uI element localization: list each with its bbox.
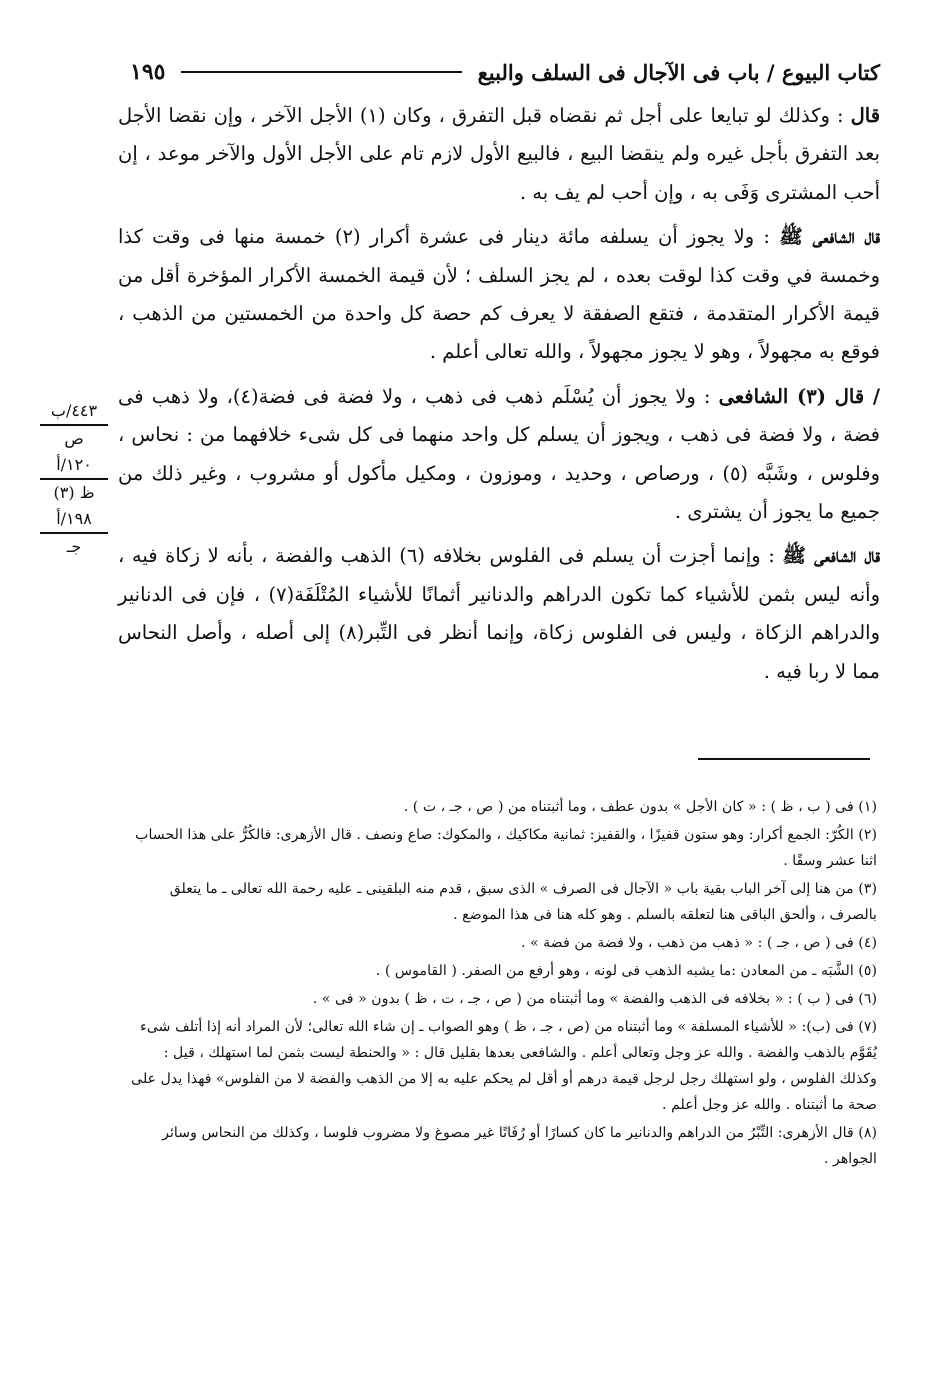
paragraph-text: : وإنما أجزت أن يسلم فى الفلوس بخلافه (٦) الذهب والفضة ، بأنه لا زكاة فيه ، وأنه ليس بثمن للأشياء كما تكون الدراهم والدنانير أثمانًا للأشياء المُتْلَفَة(٧) ، فإن فى الدنانير والدراهم الزكاة ، وليس فى الفلوس زكاة، وإنما أنظر فى التِّبر(٨) إلى أصله ، وأصل النحاس مما لا ربا فيه . (118, 544, 880, 683)
paragraph-2 (118, 218, 880, 372)
margin-line-2: ص (64, 429, 84, 448)
margin-line-4: ظ (٣) (53, 483, 95, 502)
main-text (118, 97, 880, 697)
running-header (130, 52, 880, 92)
header-title: كتاب البيوع / باب فى الآجال فى السلف والبيع (477, 59, 880, 85)
footnotes (125, 794, 877, 1174)
footnote-8: (٨) قال الأزهرى: التِّبْرُ من الدراهم والدنانير ما كان كسارًا أو رُفَاتًا غير مصوغ ولا مضروب فلوسا ، وكذلك من النحاس وسائر الجواهر . (162, 1125, 877, 1167)
header-rule (181, 71, 461, 73)
margin-line-1: ٤٤٣/ب (40, 398, 108, 426)
paragraph-1 (118, 97, 880, 212)
margin-line-5: ١٩٨/أ (40, 506, 108, 534)
paragraph-lead: / قال (٣) الشافعى (718, 384, 880, 408)
footnote-6: (٦) فى ( ب ) : « بخلافه فى الذهب والفضة » وما أثبتناه من ( ص ، جـ ، ت ، ظ ) بدون « فى » . (312, 991, 877, 1007)
footnote-3: (٣) من هنا إلى آخر الباب بقية باب « الآجال فى الصرف » الذى سبق ، قدم منه البلقينى ـ عليه رحمة الله تعالى ـ ما يتعلق بالصرف ، وألحق الباقى هنا لتعلقه بالسلم . وهو كله هنا فى هذا الموضع . (169, 881, 877, 923)
paragraph-4 (118, 537, 880, 691)
paragraph-lead: قال الشافعى ﷺ (782, 544, 880, 568)
footnote-4: (٤) فى ( ص ، جـ ) : « ذهب من ذهب ، ولا فضة من فضة » . (520, 935, 877, 951)
margin-line-6: جـ (66, 537, 82, 556)
paragraph-lead: قال الشافعى ﷺ (779, 225, 881, 249)
paragraph-text: : وكذلك لو تبايعا على أجل ثم نقضاه قبل التفرق ، وكان (١) الأجل الآخر ، وإن نقضا الأجل بعد التفرق بأجل غيره ولم ينقضا البيع ، فالبيع الأول لازم تام على الأجل الأول والآخر موعد ، إن أحب المشترى وَفَى به ، وإن أحب لم يف به . (118, 104, 880, 204)
paragraph-text: : ولا يجوز أن يسلفه مائة دينار فى عشرة أكرار (٢) خمسة منها فى وقت كذا وخمسة في وقت كذا لوقت بعده ، لم يجز السلف ؛ لأن قيمة الخمسة الأكرار المؤخرة أقل من قيمة الأكرار المتقدمة ، فتقع الصفقة لا يعرف كم حصة كل واحدة من الخمستين من الذهب ، فوقع به مجهولاً ، وهو لا يجوز مجهولاً ، والله تعالى أعلم . (118, 225, 880, 364)
margin-line-3: ١٢٠/أ (40, 452, 108, 480)
paragraph-3 (118, 378, 880, 532)
footnote-2: (٢) الكُرّ: الجمع أكرار: وهو ستون قفيزًا ، والقفيز: ثمانية مكاكيك ، والمكوك: صاع ونصف . قال الأزهرى: فالكُرُّ على هذا الحساب اثنا عشر وسقًا . (135, 827, 877, 869)
paragraph-text: : ولا يجوز أن يُسْلَم ذهب فى ذهب ، ولا فضة فى فضة(٤)، ولا ذهب فى فضة ، ولا فضة فى ذهب ، ويجوز أن يسلم كل واحد منهما فى كل شىء خلافهما من : نحاس ، وفلوس ، وشَبَّه (٥) ، ورصاص ، وحديد ، وموزون ، ومكيل مأكول أو مشروب ، وغير ذلك من جميع ما يجوز أن يشترى . (118, 384, 880, 524)
footnote-1: (١) فى ( ب ، ظ ) : « كان الأجل » بدون عطف ، وما أثبتناه من ( ص ، جـ ، ت ) . (403, 799, 877, 815)
footnote-5: (٥) الشَّبَه ـ من المعادن :ما يشبه الذهب فى لونه ، وهو أرفع من الصفر. ( القاموس ) . (375, 963, 877, 979)
footnote-7: (٧) فى (ب): « للأشياء المسلفة » وما أثبتناه من (ص ، جـ ، ظ ) وهو الصواب ـ إن شاء الله تعالى؛ لأن المراد أنه إذا أتلف شىء يُقَوَّم بالذهب والفضة . والله عز وجل وتعالى أعلم . والشافعى بعدها بقليل قال : « والحنطة ليست بثمن لما استهلك ، قيل : وكذلك الفلوس ، ولو استهلك رجل لرجل قيمة درهم أو أقل لم يحكم عليه به إلا من الذهب والفضة لا من الفلوس» فهذا يدل على صحة ما أثبتناه . والله عز وجل أعلم . (131, 1019, 877, 1113)
footnote-separator (698, 758, 870, 760)
page-number: ١٩٥ (130, 59, 166, 85)
paragraph-lead: قال (850, 104, 881, 127)
margin-manuscript-note (40, 398, 108, 560)
